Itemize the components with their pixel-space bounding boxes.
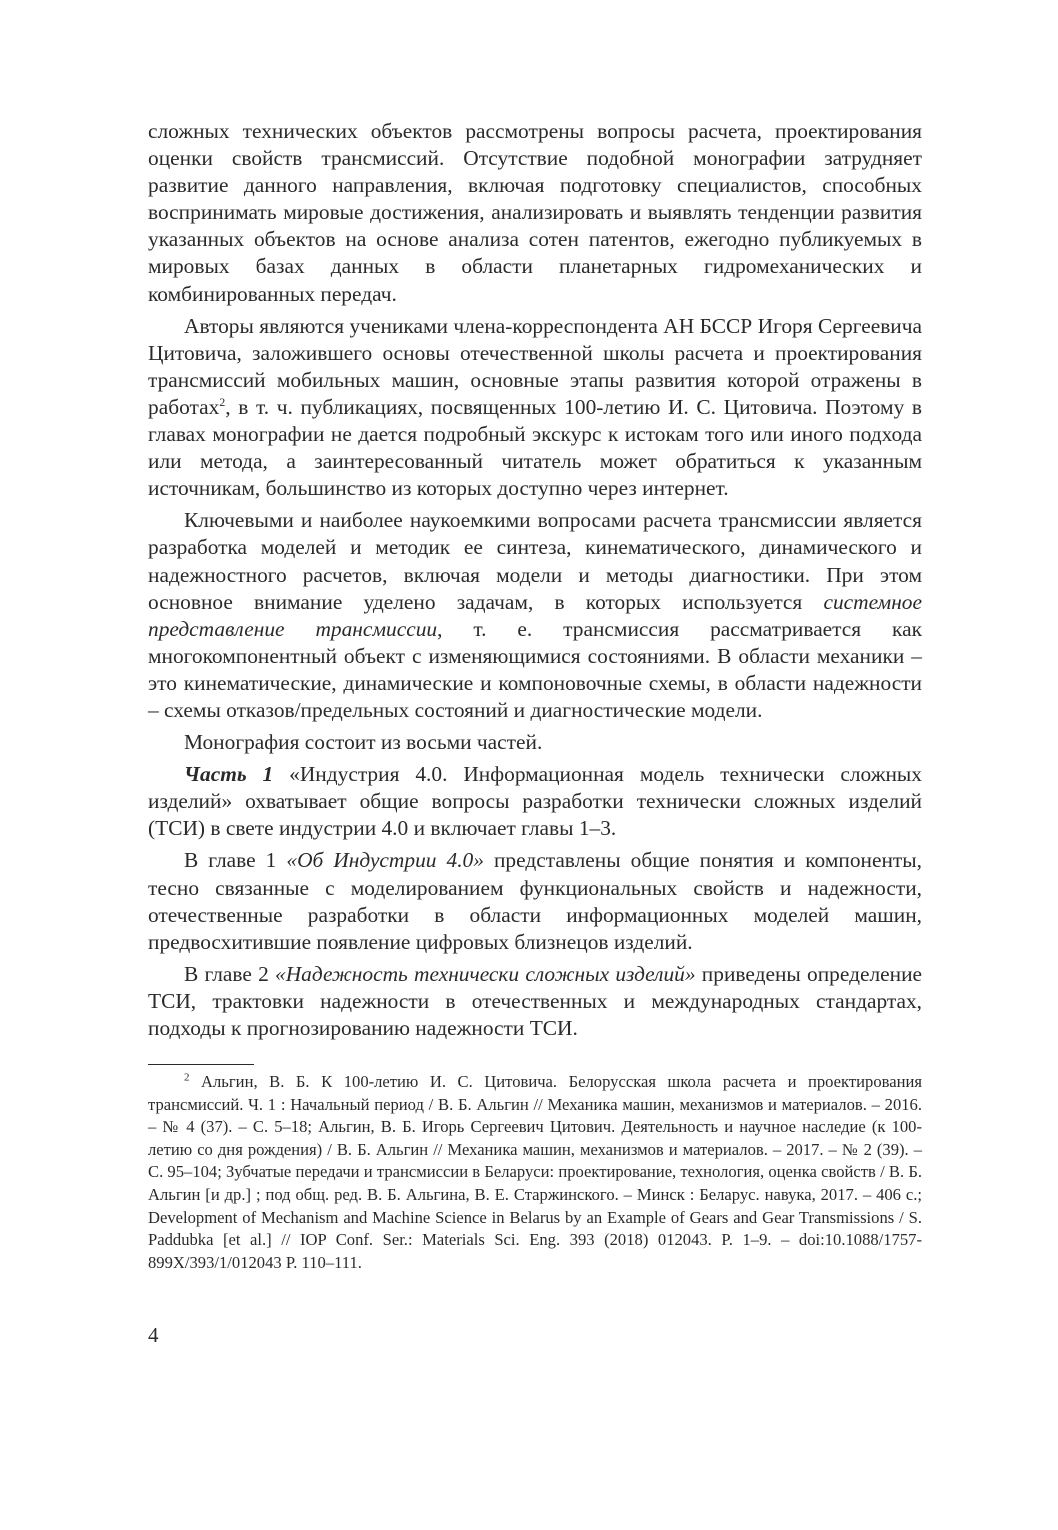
paragraph-structure: Монография состоит из восьми частей. xyxy=(184,730,543,755)
footnote-text: Альгин, В. Б. К 100-летию И. С. Цитовича. Белорусская школа расчета и проектирования трансмиссий. Ч. 1 : Начальный период / В. Б. Альгин // Механика машин, механизмов и материалов. – 2016. – № 4 (37). – С. 5–18; Альгин, В. Б. Игорь Сергеевич Цитович. Деятельность и научное наследие (к 100-летию со дня рождения) / В. Б. Альгин // Механика машин, механизмов и материалов. – 2017. – № 2 (39). – С. 95–104; Зубчатые передачи и трансмиссии в Беларуси: проектирование, технология, оценка свойств / В. Б. Альгин [и др.] ; под общ. ред. В. Б. Альгина, В. Е. Старжинского. – Минск : Беларус. навука, 2017. – 406 с.; Development of Mechanism and Machine Science in Belarus by an Example of Gears and Gear Transmissions / S. Paddubka [et al.] // IOP Conf. Ser.: Materials Sci. Eng. 393 (2018) 012043. P. 1–9. – doi:10.1088/1757-899X/393/1/012043 P. 110–111. xyxy=(148,1072,922,1272)
paragraph-chapter-2: В главе 2 «Надежность технически сложных изделий» приведены определение ТСИ, трактовки надежности в отечественных и международных стандартах, подходы к прогнозированию надежности ТСИ. xyxy=(148,961,923,1040)
part-1-label: Часть 1 xyxy=(184,762,274,787)
footnote-reference[interactable]: 2 xyxy=(219,394,226,409)
paragraph-authors: Авторы являются учениками члена-корреспондента АН БССР Игоря Сергеевича Цитовича, заложившего основы отечественной школы расчета и проектирования трансмиссий мобильных машин, основные этапы развития которой отражены в работах$^2$, в т. ч. публикациях, посвященных 100-летию И. С. Цитовича. Поэтому в главах монографии не дается подробный экскурс к истокам того или иного подхода или метода, а заинтересованный читатель может обратиться к указанным источникам, большинство из которых доступно через интернет. xyxy=(148,313,922,501)
paragraph-chapter-1: В главе 1 «Об Индустрии 4.0» представлены общие понятия и компоненты, тесно связанные с моделированием функциональных свойств и надежности, отечественные разработки в области информационных моделей машин, предвосхитившие появление цифровых близнецов изделий. xyxy=(148,848,922,954)
paragraph-key-questions: Ключевыми и наиболее наукоемкими вопросами расчета трансмиссии является разработка моделей и методик ее синтеза, кинематического, динамического и надежностного расчетов, включая модели и методы диагностики. При этом основное внимание уделено задачам, в которых используется системное представление трансмиссии, т. е. трансмиссия рассматривается как многокомпонентный объект с изменяющимися состояниями. В области механики – это кинематические, динамические и компоновочные схемы, в области надежности – схемы отказов/предельных состояний и диагностические модели. xyxy=(148,508,923,722)
paragraph-part-1: Часть 1 «Индустрия 4.0. Информационная модель технически сложных изделий» охватывает общие вопросы разработки технически сложных изделий (ТСИ) в свете индустрии 4.0 и включает главы 1–3. xyxy=(148,762,922,841)
footnote xyxy=(148,1071,922,1274)
paragraph-continuation: сложных технических объектов рассмотрены вопросы расчета, проектирования оценки свойств трансмиссий. Отсутствие подобной монографии затрудняет развитие данного направления, включая подготовку специалистов, способных воспринимать мировые достижения, анализировать и выявлять тенденции развития указанных объектов на основе анализа сотен патентов, ежегодно публикуемых в мировых базах данных в области планетарных гидромеханических и комбинированных передач. xyxy=(148,119,922,306)
page-number: 4 xyxy=(148,1323,159,1347)
chapter-1-title: «Об Индустрии 4.0» xyxy=(286,848,484,873)
footnote-mark: 2 xyxy=(184,1071,190,1084)
footnote-divider xyxy=(148,1064,254,1065)
chapter-2-title: «Надежность технически сложных изделий» xyxy=(275,961,696,986)
body-text xyxy=(148,118,922,1042)
emphasis-system-representation: системное представление трансмиссии xyxy=(148,589,922,641)
